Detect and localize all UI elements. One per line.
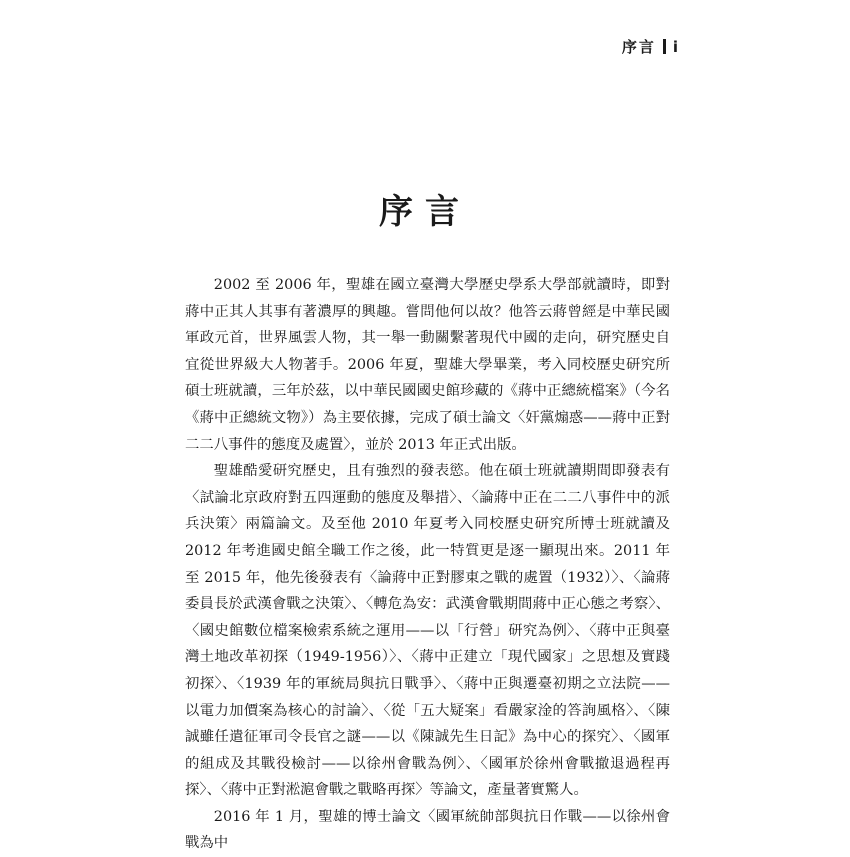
paragraph: 聖雄酷愛研究歷史，且有強烈的發表慾。他在碩士班就讀期間即發表有〈試論北京政府對五四運動的態度及舉措〉、〈論蔣中正在二二八事件中的派兵決策〉兩篇論文。及至他 2010 年夏考入同校歷史研究所博士班就讀及 2012 年考進國史館全職工作之後，此一特質更是逐一顯現出來。2011 年至 2015 年，他先後發表有〈論蔣中正對膠東之戰的處置（1932）〉、〈論蔣委員長於武漢會戰之決策〉、〈轉危為安：武漢會戰期間蔣中正心態之考察〉、〈國史館數位檔案檢索系統之運用——以「行營」研究為例〉、〈蔣中正與臺灣土地改革初探（1949-1956）〉、〈蔣中正建立「現代國家」之思想及實踐初探〉、〈1939 年的軍統局與抗日戰爭〉、〈蔣中正與遷臺初期之立法院——以電力加價案為核心的討論〉、〈從「五大疑案」看嚴家淦的答詢風格〉、〈陳誠雖任遣征軍司令長官之謎——以《陳誠先生日記》為中心的探究〉、〈國軍的組成及其戰役檢討——以徐州會戰為例〉、〈國軍於徐州會戰撤退過程再探〉、〈蔣中正對淞滬會戰之戰略再探〉等論文，產量著實驚人。 [185, 463, 670, 799]
running-header [622, 36, 680, 57]
page-number: i [672, 37, 680, 56]
section-name: 序言 [621, 38, 656, 56]
paragraph: 2002 至 2006 年，聖雄在國立臺灣大學歷史學系大學部就讀時，即對蔣中正其人其事有著濃厚的興趣。嘗問他何以故？他答云蔣曾經是中華民國軍政元首，世界風雲人物，其一舉一動關繫著現代中國的走向，研究歷史自宜從世界級大人物著手。2006 年夏，聖雄大學畢業，考入同校歷史研究所碩士班就讀，三年於茲，以中華民國國史館珍藏的《蔣中正總統檔案》（今名《蔣中正總統文物》）為主要依據，完成了碩士論文〈奸黨煽惑——蔣中正對二二八事件的態度及處置〉，並於 2013 年正式出版。 [185, 277, 670, 453]
header-divider [663, 39, 666, 54]
body-text [185, 272, 670, 857]
page-title: 序言 [379, 192, 471, 232]
paragraph: 2016 年 1 月，聖雄的博士論文〈國軍統帥部與抗日作戰——以徐州會戰為中 [185, 808, 670, 852]
